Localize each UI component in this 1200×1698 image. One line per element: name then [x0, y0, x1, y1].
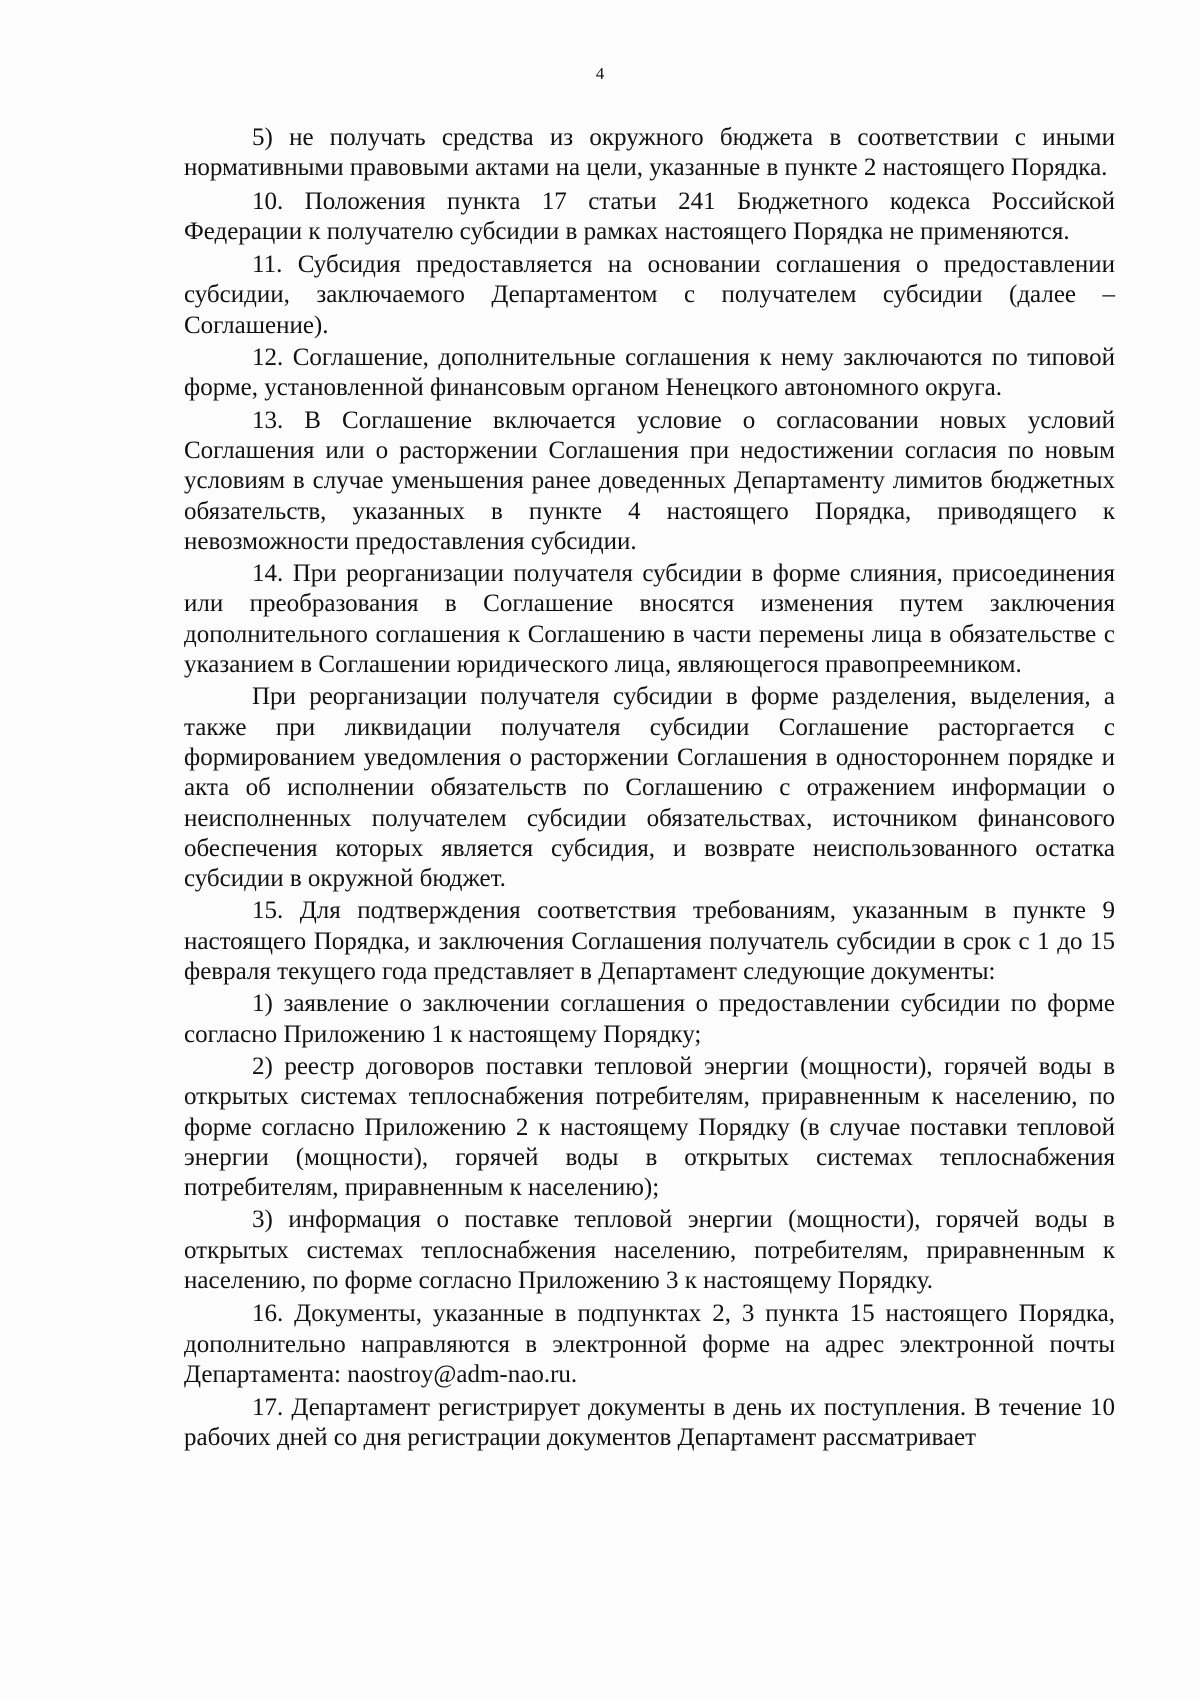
paragraph-15-3: 3) информация о поставке тепловой энергии (мощности), горячей воды в открытых системах теплоснабжения населению, потребителям, приравненным к населению, по форме согласно Приложению 3 к настоящему Порядку. [184, 1206, 1115, 1294]
paragraph-15-2: 2) реестр договоров поставки тепловой энергии (мощности), горячей воды в открытых системах теплоснабжения потребителям, приравненным к населению, по форме согласно Приложению 2 к настоящему Порядку (в случае поставки тепловой энергии (мощности), горячей воды в открытых системах теплоснабжения потребителям, приравненным к населению); [184, 1052, 1115, 1202]
paragraph-9-5: 5) не получать средства из окружного бюджета в соответствии с иными нормативными правовыми актами на цели, указанные в пункте 2 настоящего Порядка. [184, 124, 1115, 182]
paragraph-13: 13. В Соглашение включается условие о согласовании новых условий Соглашения или о расторжении Соглашения при недостижении согласия по новым условиям в случае уменьшения ранее доведенных Департаменту лимитов бюджетных обязательств, указанных в пункте 4 настоящего Порядка, приводящего к невозможности предоставления субсидии. [184, 406, 1115, 555]
page-number: 4 [595, 64, 605, 83]
paragraph-11: 11. Субсидия предоставляется на основании соглашения о предоставлении субсидии, заключаемого Департаментом с получателем субсидии (далее – Соглашение). [184, 251, 1115, 339]
paragraph-10: 10. Положения пункта 17 статьи 241 Бюджетного кодекса Российской Федерации к получателю субсидии в рамках настоящего Порядка не применяются. [184, 187, 1115, 245]
paragraph-15: 15. Для подтверждения соответствия требованиям, указанным в пункте 9 настоящего Порядка, и заключения Соглашения получатель субсидии в срок с 1 до 15 февраля текущего года представляет в Департамент следующие документы: [184, 897, 1115, 986]
paragraph-12: 12. Соглашение, дополнительные соглашения к нему заключаются по типовой форме, установленной финансовым органом Ненецкого автономного округа. [184, 344, 1115, 402]
paragraph-17: 17. Департамент регистрирует документы в день их поступления. В течение 10 рабочих дней со дня регистрации документов Департамент рассматривает [184, 1394, 1115, 1452]
document-body [184, 123, 1115, 1454]
paragraph-14-reorganization: При реорганизации получателя субсидии в форме разделения, выделения, а также при ликвидации получателя субсидии Соглашение расторгается с формированием уведомления о расторжении Соглашения в одностороннем порядке и акта об исполнении обязательств по Соглашению с отражением информации о неисполненных получателем субсидии обязательствах, источником финансового обеспечения которых является субсидия, и возврате неиспользованного остатка субсидии в окружной бюджет. [184, 683, 1115, 893]
paragraph-16: 16. Документы, указанные в подпунктах 2, 3 пункта 15 настоящего Порядка, дополнительно направляются в электронной форме на адрес электронной почты Департамента: naostroy@adm-nao.ru. [184, 1300, 1115, 1388]
paragraph-15-1: 1) заявление о заключении соглашения о предоставлении субсидии по форме согласно Приложению 1 к настоящему Порядку; [184, 990, 1115, 1048]
paragraph-14: 14. При реорганизации получателя субсидии в форме слияния, присоединения или преобразования в Соглашение вносятся изменения путем заключения дополнительного соглашения к Соглашению в части перемены лица в обязательстве с указанием в Соглашении юридического лица, являющегося правопреемником. [184, 560, 1115, 679]
